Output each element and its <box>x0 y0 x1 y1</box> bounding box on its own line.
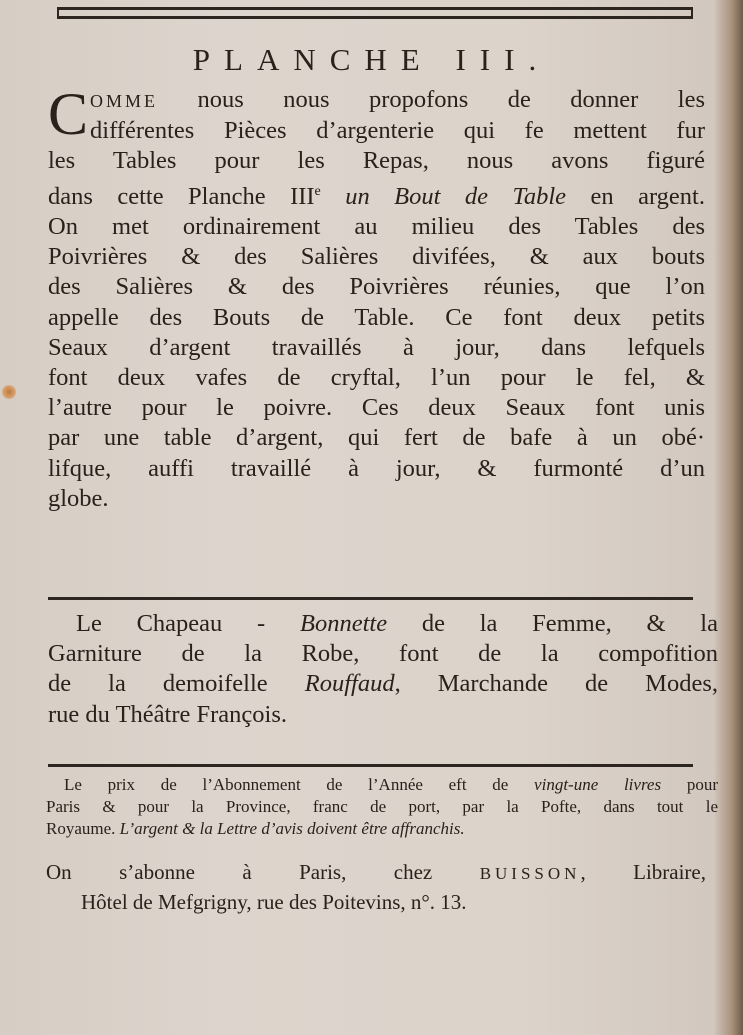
subscription-note <box>46 774 718 840</box>
double-rule-bottom <box>57 16 693 19</box>
section-divider <box>48 597 693 600</box>
text-line: Paris & pour la Province, franc de port, par la Pofte, dans tout le <box>46 797 718 816</box>
text-line: font deux vafes de cryftal, l’un pour le fel, & <box>48 363 705 391</box>
text-line: On s’abonne à Paris, chez BUISSON, Libraire, <box>46 860 706 884</box>
text-line: l’autre pour le poivre. Ces deux Seaux font unis <box>48 394 705 422</box>
text-line: dans cette Planche IIIe un Bout de Table en argent. <box>48 182 705 210</box>
text-line: les Tables pour les Repas, nous avons figuré <box>48 147 705 175</box>
text-line: rue du Théâtre François. <box>48 700 288 728</box>
drop-cap: C <box>48 81 89 147</box>
paper-stain <box>2 385 16 399</box>
rule-end-right <box>691 7 693 19</box>
text-line: Le prix de l’Abonnement de l’Année eft de vingt-une livres pour <box>64 775 718 794</box>
subscription-address <box>46 858 706 916</box>
rule-end-left <box>57 7 59 19</box>
text-line: Seaux d’argent travaillés à jour, dans lefquels <box>48 333 705 361</box>
text-line: des Salières & des Poivrières réunies, que l’on <box>48 273 705 301</box>
text-line: Royaume. L’argent & la Lettre d’avis doivent être affranchis. <box>46 819 465 838</box>
text-line: Hôtel de Mefgrigny, rue des Poitevins, n°. 13. <box>81 890 467 914</box>
text-line: Garniture de la Robe, font de la compofition <box>48 640 718 668</box>
page-title: PLANCHE III. <box>192 42 551 77</box>
text-line: différentes Pièces d’argenterie qui fe mettent fur <box>90 117 705 145</box>
paragraph-description <box>48 81 705 514</box>
paragraph-costume-credit <box>48 609 718 730</box>
text-line: OMME nous nous propofons de donner les <box>90 86 705 113</box>
text-line: Le Chapeau - Bonnette de la Femme, & la <box>76 610 718 637</box>
text-line: lifque, auffi travaillé à jour, & furmonté d’un <box>48 454 705 482</box>
text-line: Poivrières & des Salières divifées, & aux bouts <box>48 243 705 271</box>
section-divider <box>48 764 693 767</box>
text-line: appelle des Bouts de Table. Ce font deux petits <box>48 303 705 331</box>
double-rule-top <box>57 7 693 10</box>
text-line: On met ordinairement au milieu des Tables des <box>48 212 705 240</box>
text-line: de la demoifelle Rouffaud, Marchande de Modes, <box>48 670 718 698</box>
text-line: par une table d’argent, qui fert de bafe à un obé· <box>48 424 705 452</box>
text-line: globe. <box>48 484 109 512</box>
